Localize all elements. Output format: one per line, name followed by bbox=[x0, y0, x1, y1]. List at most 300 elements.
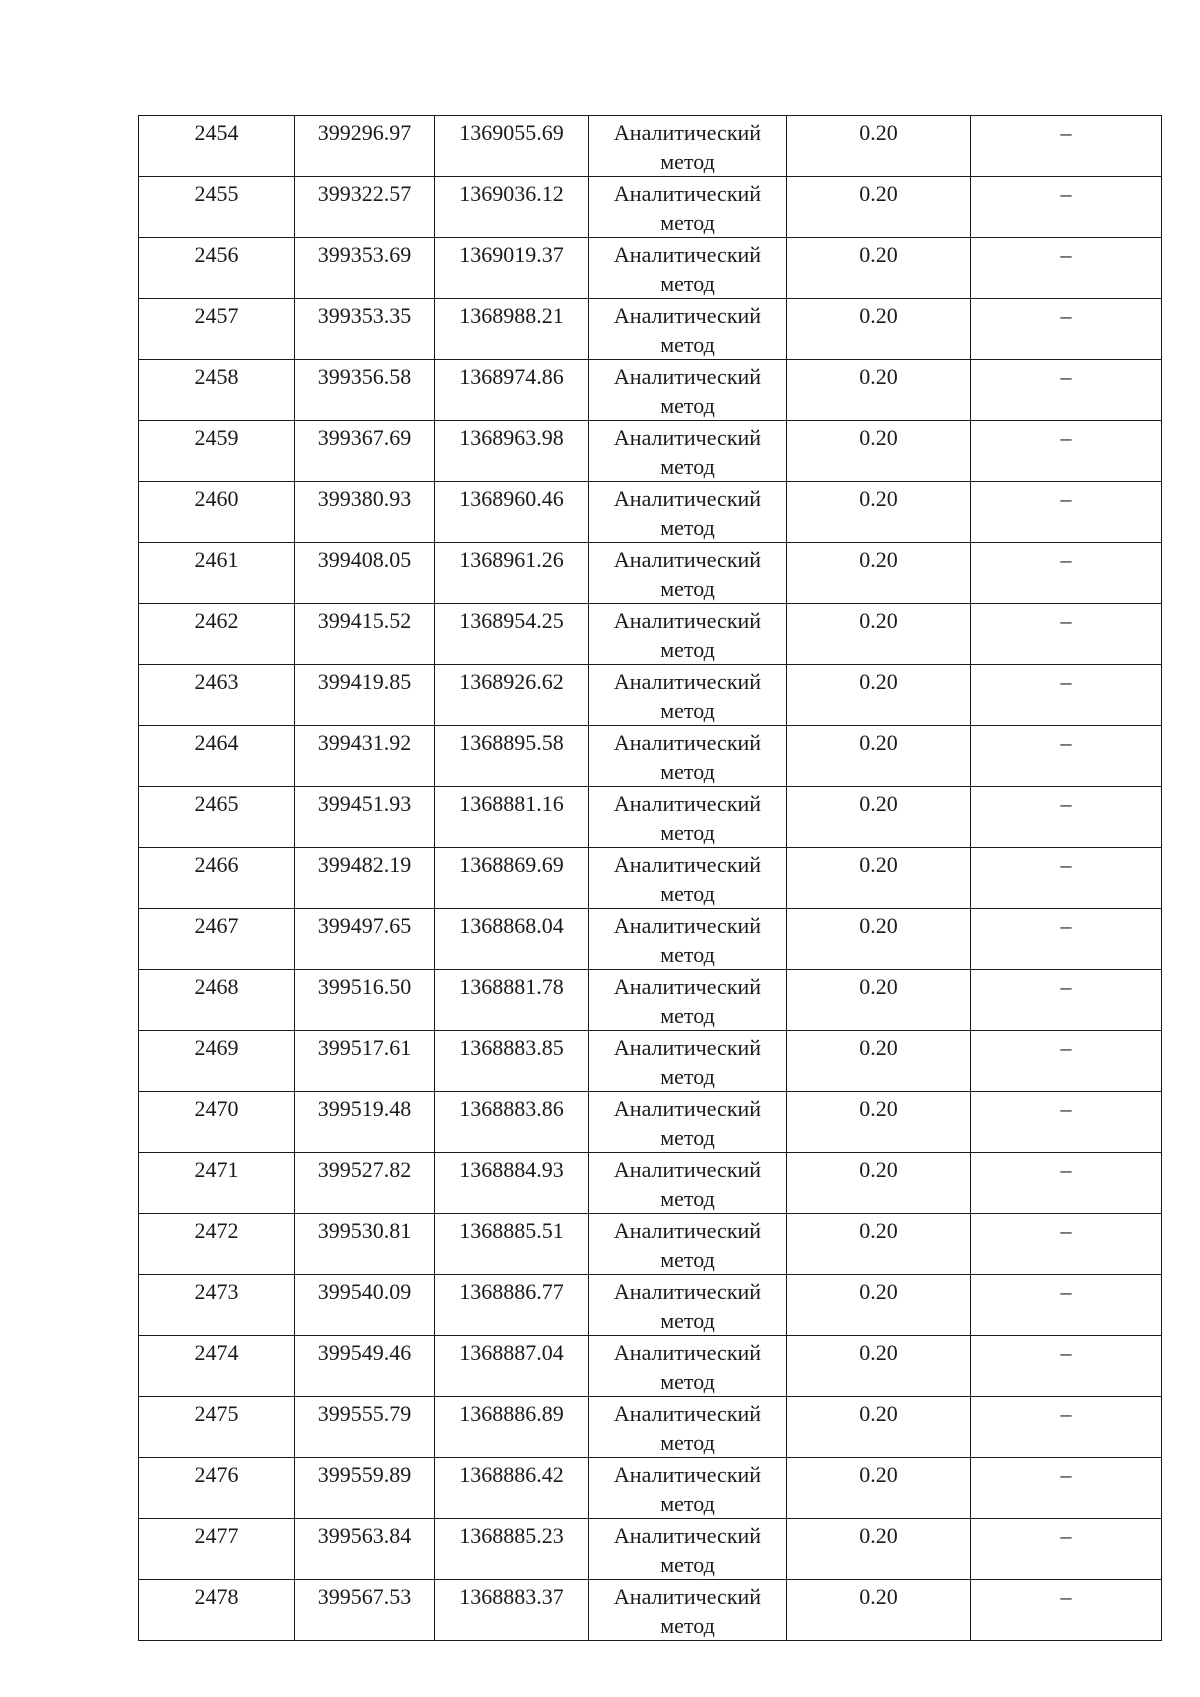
method-text bbox=[589, 177, 786, 237]
accuracy-cell-text: 0.20 bbox=[859, 974, 898, 999]
x-coordinate-cell bbox=[295, 604, 435, 665]
point-number-cell-text: 2469 bbox=[194, 1035, 239, 1060]
method-line-2: метод bbox=[660, 759, 715, 784]
note-cell bbox=[971, 1092, 1162, 1153]
x-coordinate-cell-text: 399517.61 bbox=[317, 1035, 412, 1060]
point-number-cell bbox=[139, 1275, 295, 1336]
point-number-cell-text: 2471 bbox=[194, 1157, 239, 1182]
note-cell-text: – bbox=[1060, 242, 1072, 267]
accuracy-cell-text: 0.20 bbox=[859, 364, 898, 389]
method-line-2: метод bbox=[660, 1552, 715, 1577]
x-coordinate-cell-text: 399519.48 bbox=[317, 1096, 412, 1121]
note-cell bbox=[971, 1214, 1162, 1275]
x-coordinate-cell bbox=[295, 1519, 435, 1580]
method-text bbox=[589, 1275, 786, 1335]
y-coordinate-cell bbox=[435, 1458, 589, 1519]
point-number-cell bbox=[139, 1458, 295, 1519]
method-text bbox=[589, 1580, 786, 1640]
method-line-1: Аналитический bbox=[613, 364, 762, 389]
method-line-1: Аналитический bbox=[613, 608, 762, 633]
method-cell bbox=[589, 1092, 787, 1153]
y-coordinate-cell bbox=[435, 116, 589, 177]
table-row bbox=[139, 299, 1162, 360]
point-number-cell bbox=[139, 1153, 295, 1214]
method-line-2: метод bbox=[660, 332, 715, 357]
x-coordinate-cell-text: 399356.58 bbox=[317, 364, 412, 389]
accuracy-cell bbox=[787, 726, 971, 787]
method-text bbox=[589, 238, 786, 298]
method-line-2: метод bbox=[660, 1491, 715, 1516]
y-coordinate-cell bbox=[435, 1031, 589, 1092]
method-cell bbox=[589, 970, 787, 1031]
y-coordinate-cell-text: 1368963.98 bbox=[459, 425, 564, 450]
method-line-2: метод bbox=[660, 1613, 715, 1638]
method-text bbox=[589, 1336, 786, 1396]
y-coordinate-cell bbox=[435, 543, 589, 604]
note-cell-text: – bbox=[1060, 1584, 1072, 1609]
y-coordinate-cell bbox=[435, 1214, 589, 1275]
table-row bbox=[139, 787, 1162, 848]
method-line-1: Аналитический bbox=[613, 1279, 762, 1304]
point-number-cell-text: 2458 bbox=[194, 364, 239, 389]
point-number-cell-text: 2474 bbox=[194, 1340, 239, 1365]
accuracy-cell bbox=[787, 116, 971, 177]
point-number-cell-text: 2468 bbox=[194, 974, 239, 999]
y-coordinate-cell-text: 1369036.12 bbox=[459, 181, 564, 206]
note-cell bbox=[971, 726, 1162, 787]
accuracy-cell bbox=[787, 604, 971, 665]
note-cell bbox=[971, 482, 1162, 543]
point-number-cell bbox=[139, 1031, 295, 1092]
note-cell-text: – bbox=[1060, 1218, 1072, 1243]
method-cell bbox=[589, 1336, 787, 1397]
method-cell bbox=[589, 909, 787, 970]
note-cell bbox=[971, 604, 1162, 665]
method-text bbox=[589, 360, 786, 420]
accuracy-cell bbox=[787, 1031, 971, 1092]
method-line-2: метод bbox=[660, 820, 715, 845]
accuracy-cell bbox=[787, 1458, 971, 1519]
x-coordinate-cell bbox=[295, 665, 435, 726]
method-line-2: метод bbox=[660, 210, 715, 235]
table-row bbox=[139, 1031, 1162, 1092]
method-line-2: метод bbox=[660, 1369, 715, 1394]
x-coordinate-cell-text: 399431.92 bbox=[317, 730, 412, 755]
accuracy-cell bbox=[787, 482, 971, 543]
note-cell-text: – bbox=[1060, 1462, 1072, 1487]
accuracy-cell-text: 0.20 bbox=[859, 1462, 898, 1487]
x-coordinate-cell-text: 399530.81 bbox=[317, 1218, 412, 1243]
table-row bbox=[139, 421, 1162, 482]
note-cell bbox=[971, 909, 1162, 970]
accuracy-cell-text: 0.20 bbox=[859, 181, 898, 206]
method-line-2: метод bbox=[660, 881, 715, 906]
y-coordinate-cell-text: 1368886.42 bbox=[459, 1462, 564, 1487]
accuracy-cell-text: 0.20 bbox=[859, 1584, 898, 1609]
method-line-2: метод bbox=[660, 1064, 715, 1089]
accuracy-cell-text: 0.20 bbox=[859, 1279, 898, 1304]
method-cell bbox=[589, 360, 787, 421]
note-cell bbox=[971, 665, 1162, 726]
method-cell bbox=[589, 1580, 787, 1641]
x-coordinate-cell-text: 399408.05 bbox=[317, 547, 412, 572]
x-coordinate-cell-text: 399516.50 bbox=[317, 974, 412, 999]
y-coordinate-cell bbox=[435, 665, 589, 726]
method-cell bbox=[589, 1519, 787, 1580]
note-cell-text: – bbox=[1060, 1279, 1072, 1304]
method-text bbox=[589, 726, 786, 786]
y-coordinate-cell-text: 1368883.86 bbox=[459, 1096, 564, 1121]
method-cell bbox=[589, 1275, 787, 1336]
point-number-cell-text: 2478 bbox=[194, 1584, 239, 1609]
x-coordinate-cell bbox=[295, 848, 435, 909]
x-coordinate-cell-text: 399415.52 bbox=[317, 608, 412, 633]
y-coordinate-cell-text: 1368881.16 bbox=[459, 791, 564, 816]
y-coordinate-cell-text: 1369055.69 bbox=[459, 120, 564, 145]
point-number-cell-text: 2475 bbox=[194, 1401, 239, 1426]
note-cell bbox=[971, 299, 1162, 360]
method-text bbox=[589, 116, 786, 176]
point-number-cell bbox=[139, 970, 295, 1031]
note-cell-text: – bbox=[1060, 303, 1072, 328]
method-line-2: метод bbox=[660, 698, 715, 723]
note-cell bbox=[971, 1336, 1162, 1397]
y-coordinate-cell bbox=[435, 604, 589, 665]
y-coordinate-cell bbox=[435, 1580, 589, 1641]
accuracy-cell bbox=[787, 1092, 971, 1153]
point-number-cell-text: 2463 bbox=[194, 669, 239, 694]
method-line-2: метод bbox=[660, 271, 715, 296]
accuracy-cell bbox=[787, 1397, 971, 1458]
point-number-cell bbox=[139, 1092, 295, 1153]
x-coordinate-cell bbox=[295, 360, 435, 421]
method-line-2: метод bbox=[660, 1308, 715, 1333]
method-cell bbox=[589, 787, 787, 848]
note-cell-text: – bbox=[1060, 1401, 1072, 1426]
method-line-1: Аналитический bbox=[613, 669, 762, 694]
point-number-cell-text: 2470 bbox=[194, 1096, 239, 1121]
method-line-1: Аналитический bbox=[613, 1340, 762, 1365]
x-coordinate-cell bbox=[295, 177, 435, 238]
note-cell bbox=[971, 1519, 1162, 1580]
method-cell bbox=[589, 604, 787, 665]
point-number-cell-text: 2457 bbox=[194, 303, 239, 328]
point-number-cell-text: 2460 bbox=[194, 486, 239, 511]
y-coordinate-cell bbox=[435, 970, 589, 1031]
note-cell-text: – bbox=[1060, 608, 1072, 633]
point-number-cell bbox=[139, 848, 295, 909]
y-coordinate-cell bbox=[435, 726, 589, 787]
y-coordinate-cell bbox=[435, 482, 589, 543]
y-coordinate-cell bbox=[435, 299, 589, 360]
y-coordinate-cell-text: 1368961.26 bbox=[459, 547, 564, 572]
method-line-2: метод bbox=[660, 1186, 715, 1211]
accuracy-cell-text: 0.20 bbox=[859, 730, 898, 755]
method-cell bbox=[589, 1153, 787, 1214]
y-coordinate-cell bbox=[435, 1519, 589, 1580]
x-coordinate-cell bbox=[295, 1092, 435, 1153]
x-coordinate-cell-text: 399527.82 bbox=[317, 1157, 412, 1182]
method-line-1: Аналитический bbox=[613, 1523, 762, 1548]
accuracy-cell-text: 0.20 bbox=[859, 1401, 898, 1426]
y-coordinate-cell-text: 1368954.25 bbox=[459, 608, 564, 633]
method-text bbox=[589, 604, 786, 664]
x-coordinate-cell bbox=[295, 543, 435, 604]
x-coordinate-cell bbox=[295, 421, 435, 482]
note-cell-text: – bbox=[1060, 547, 1072, 572]
table-row bbox=[139, 1458, 1162, 1519]
x-coordinate-cell-text: 399367.69 bbox=[317, 425, 412, 450]
method-line-2: метод bbox=[660, 1430, 715, 1455]
accuracy-cell bbox=[787, 848, 971, 909]
note-cell-text: – bbox=[1060, 974, 1072, 999]
x-coordinate-cell-text: 399353.35 bbox=[317, 303, 412, 328]
method-line-2: метод bbox=[660, 1247, 715, 1272]
point-number-cell-text: 2477 bbox=[194, 1523, 239, 1548]
accuracy-cell bbox=[787, 299, 971, 360]
point-number-cell bbox=[139, 726, 295, 787]
method-cell bbox=[589, 1397, 787, 1458]
method-text bbox=[589, 1519, 786, 1579]
accuracy-cell bbox=[787, 665, 971, 726]
note-cell bbox=[971, 1458, 1162, 1519]
method-text bbox=[589, 1397, 786, 1457]
y-coordinate-cell bbox=[435, 421, 589, 482]
method-text bbox=[589, 1092, 786, 1152]
y-coordinate-cell-text: 1368884.93 bbox=[459, 1157, 564, 1182]
method-line-1: Аналитический bbox=[613, 303, 762, 328]
method-text bbox=[589, 1458, 786, 1518]
point-number-cell-text: 2466 bbox=[194, 852, 239, 877]
x-coordinate-cell-text: 399322.57 bbox=[317, 181, 412, 206]
x-coordinate-cell bbox=[295, 1031, 435, 1092]
y-coordinate-cell-text: 1368926.62 bbox=[459, 669, 564, 694]
method-line-1: Аналитический bbox=[613, 242, 762, 267]
note-cell bbox=[971, 787, 1162, 848]
x-coordinate-cell-text: 399451.93 bbox=[317, 791, 412, 816]
method-line-1: Аналитический bbox=[613, 120, 762, 145]
accuracy-cell bbox=[787, 177, 971, 238]
table-row bbox=[139, 1580, 1162, 1641]
accuracy-cell-text: 0.20 bbox=[859, 425, 898, 450]
table-row bbox=[139, 1519, 1162, 1580]
accuracy-cell bbox=[787, 1153, 971, 1214]
method-line-1: Аналитический bbox=[613, 852, 762, 877]
table-row bbox=[139, 909, 1162, 970]
method-cell bbox=[589, 665, 787, 726]
method-text bbox=[589, 543, 786, 603]
note-cell bbox=[971, 238, 1162, 299]
point-number-cell bbox=[139, 1336, 295, 1397]
method-line-1: Аналитический bbox=[613, 1035, 762, 1060]
y-coordinate-cell bbox=[435, 1397, 589, 1458]
table-row bbox=[139, 1336, 1162, 1397]
y-coordinate-cell bbox=[435, 1092, 589, 1153]
y-coordinate-cell-text: 1368960.46 bbox=[459, 486, 564, 511]
note-cell-text: – bbox=[1060, 1523, 1072, 1548]
note-cell-text: – bbox=[1060, 852, 1072, 877]
table-row bbox=[139, 1275, 1162, 1336]
method-line-1: Аналитический bbox=[613, 1462, 762, 1487]
y-coordinate-cell-text: 1368869.69 bbox=[459, 852, 564, 877]
method-text bbox=[589, 482, 786, 542]
point-number-cell-text: 2454 bbox=[194, 120, 239, 145]
method-line-1: Аналитический bbox=[613, 974, 762, 999]
method-cell bbox=[589, 421, 787, 482]
method-text bbox=[589, 1214, 786, 1274]
x-coordinate-cell bbox=[295, 1336, 435, 1397]
y-coordinate-cell-text: 1368886.89 bbox=[459, 1401, 564, 1426]
method-text bbox=[589, 665, 786, 725]
point-number-cell bbox=[139, 299, 295, 360]
point-number-cell bbox=[139, 909, 295, 970]
note-cell-text: – bbox=[1060, 1157, 1072, 1182]
x-coordinate-cell bbox=[295, 726, 435, 787]
y-coordinate-cell bbox=[435, 360, 589, 421]
note-cell-text: – bbox=[1060, 486, 1072, 511]
x-coordinate-cell bbox=[295, 482, 435, 543]
y-coordinate-cell-text: 1369019.37 bbox=[459, 242, 564, 267]
accuracy-cell bbox=[787, 1580, 971, 1641]
method-cell bbox=[589, 543, 787, 604]
point-number-cell bbox=[139, 421, 295, 482]
y-coordinate-cell bbox=[435, 238, 589, 299]
point-number-cell bbox=[139, 604, 295, 665]
method-cell bbox=[589, 848, 787, 909]
x-coordinate-cell bbox=[295, 787, 435, 848]
y-coordinate-cell bbox=[435, 848, 589, 909]
y-coordinate-cell-text: 1368887.04 bbox=[459, 1340, 564, 1365]
note-cell bbox=[971, 1275, 1162, 1336]
x-coordinate-cell bbox=[295, 1275, 435, 1336]
y-coordinate-cell bbox=[435, 1275, 589, 1336]
accuracy-cell-text: 0.20 bbox=[859, 1340, 898, 1365]
table-row bbox=[139, 848, 1162, 909]
point-number-cell bbox=[139, 1580, 295, 1641]
method-text bbox=[589, 787, 786, 847]
table-row bbox=[139, 604, 1162, 665]
note-cell-text: – bbox=[1060, 791, 1072, 816]
method-text bbox=[589, 848, 786, 908]
method-text bbox=[589, 970, 786, 1030]
note-cell bbox=[971, 1580, 1162, 1641]
point-number-cell-text: 2467 bbox=[194, 913, 239, 938]
method-line-1: Аналитический bbox=[613, 1401, 762, 1426]
table-row bbox=[139, 360, 1162, 421]
point-number-cell bbox=[139, 787, 295, 848]
x-coordinate-cell-text: 399563.84 bbox=[317, 1523, 412, 1548]
accuracy-cell bbox=[787, 1275, 971, 1336]
point-number-cell bbox=[139, 1397, 295, 1458]
method-line-1: Аналитический bbox=[613, 730, 762, 755]
method-line-2: метод bbox=[660, 637, 715, 662]
accuracy-cell bbox=[787, 970, 971, 1031]
accuracy-cell-text: 0.20 bbox=[859, 1035, 898, 1060]
method-line-1: Аналитический bbox=[613, 547, 762, 572]
accuracy-cell-text: 0.20 bbox=[859, 1157, 898, 1182]
accuracy-cell-text: 0.20 bbox=[859, 1218, 898, 1243]
note-cell bbox=[971, 1397, 1162, 1458]
method-line-1: Аналитический bbox=[613, 181, 762, 206]
method-line-1: Аналитический bbox=[613, 486, 762, 511]
note-cell-text: – bbox=[1060, 181, 1072, 206]
method-text bbox=[589, 299, 786, 359]
note-cell bbox=[971, 1031, 1162, 1092]
point-number-cell-text: 2476 bbox=[194, 1462, 239, 1487]
point-number-cell bbox=[139, 543, 295, 604]
x-coordinate-cell bbox=[295, 1153, 435, 1214]
y-coordinate-cell-text: 1368885.23 bbox=[459, 1523, 564, 1548]
point-number-cell bbox=[139, 116, 295, 177]
y-coordinate-cell-text: 1368988.21 bbox=[459, 303, 564, 328]
table-row bbox=[139, 1214, 1162, 1275]
note-cell-text: – bbox=[1060, 1340, 1072, 1365]
y-coordinate-cell-text: 1368881.78 bbox=[459, 974, 564, 999]
table-row bbox=[139, 665, 1162, 726]
y-coordinate-cell bbox=[435, 1336, 589, 1397]
accuracy-cell bbox=[787, 421, 971, 482]
x-coordinate-cell-text: 399380.93 bbox=[317, 486, 412, 511]
x-coordinate-cell-text: 399482.19 bbox=[317, 852, 412, 877]
x-coordinate-cell-text: 399559.89 bbox=[317, 1462, 412, 1487]
x-coordinate-cell bbox=[295, 1580, 435, 1641]
note-cell bbox=[971, 421, 1162, 482]
method-cell bbox=[589, 177, 787, 238]
accuracy-cell bbox=[787, 787, 971, 848]
coordinates-table-body bbox=[139, 116, 1162, 1641]
point-number-cell bbox=[139, 238, 295, 299]
method-line-1: Аналитический bbox=[613, 1218, 762, 1243]
accuracy-cell-text: 0.20 bbox=[859, 303, 898, 328]
accuracy-cell-text: 0.20 bbox=[859, 669, 898, 694]
y-coordinate-cell bbox=[435, 909, 589, 970]
method-line-1: Аналитический bbox=[613, 913, 762, 938]
note-cell-text: – bbox=[1060, 364, 1072, 389]
table-row bbox=[139, 116, 1162, 177]
accuracy-cell-text: 0.20 bbox=[859, 852, 898, 877]
accuracy-cell-text: 0.20 bbox=[859, 120, 898, 145]
note-cell-text: – bbox=[1060, 669, 1072, 694]
point-number-cell bbox=[139, 360, 295, 421]
point-number-cell-text: 2461 bbox=[194, 547, 239, 572]
note-cell-text: – bbox=[1060, 120, 1072, 145]
table-row bbox=[139, 177, 1162, 238]
point-number-cell bbox=[139, 177, 295, 238]
x-coordinate-cell bbox=[295, 970, 435, 1031]
table-row bbox=[139, 1092, 1162, 1153]
point-number-cell-text: 2455 bbox=[194, 181, 239, 206]
point-number-cell bbox=[139, 482, 295, 543]
x-coordinate-cell bbox=[295, 1397, 435, 1458]
x-coordinate-cell bbox=[295, 116, 435, 177]
method-cell bbox=[589, 116, 787, 177]
method-line-1: Аналитический bbox=[613, 425, 762, 450]
method-line-2: метод bbox=[660, 454, 715, 479]
method-line-2: метод bbox=[660, 393, 715, 418]
point-number-cell-text: 2473 bbox=[194, 1279, 239, 1304]
accuracy-cell-text: 0.20 bbox=[859, 608, 898, 633]
y-coordinate-cell-text: 1368883.37 bbox=[459, 1584, 564, 1609]
coordinates-table bbox=[138, 115, 1162, 1641]
table-row bbox=[139, 543, 1162, 604]
accuracy-cell-text: 0.20 bbox=[859, 1523, 898, 1548]
accuracy-cell bbox=[787, 543, 971, 604]
method-cell bbox=[589, 1031, 787, 1092]
x-coordinate-cell bbox=[295, 909, 435, 970]
x-coordinate-cell-text: 399353.69 bbox=[317, 242, 412, 267]
point-number-cell-text: 2462 bbox=[194, 608, 239, 633]
note-cell bbox=[971, 116, 1162, 177]
